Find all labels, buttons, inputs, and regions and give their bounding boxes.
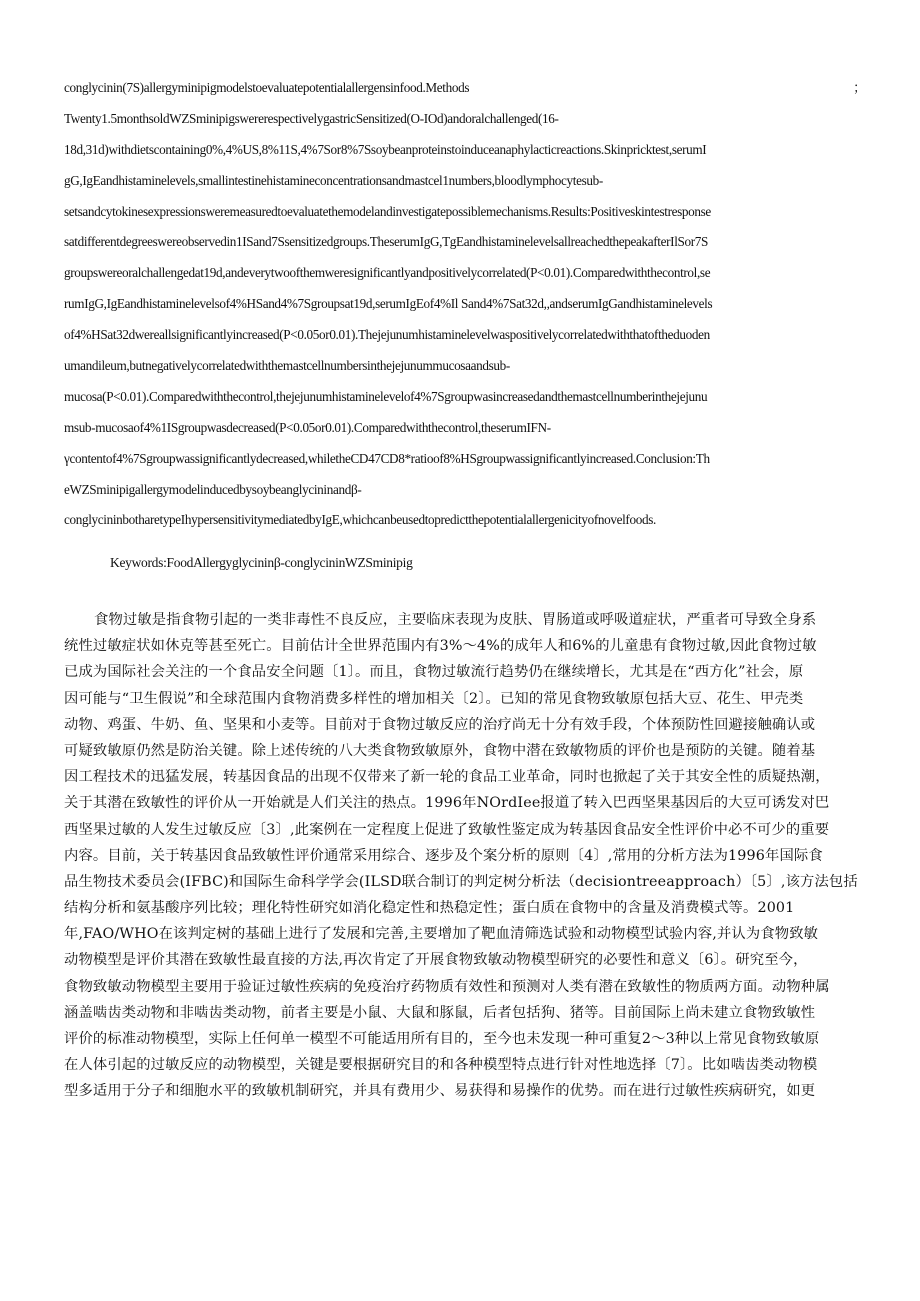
abstract-line: 18d,31d)withdietscontaining0%,4%US,8%11S,4%7Sor8%7Ssoybeanproteinstoinduceanaphylacticreactions.Skinpricktest,serumI xyxy=(64,141,707,157)
abstract-line: satdifferentdegreeswereobservedin1ISand7Ssensitizedgroups.TheserumIgG,TgEandhistaminelevelsallreachedthepeakafterIlSor7S xyxy=(64,234,709,250)
paragraph-line: 因可能与“卫生假说”和全球范围内食物消费多样性的增加相关〔2〕。已知的常见食物致敏原包括大豆、花生、甲壳类 xyxy=(64,690,804,707)
paragraph-line: 统性过敏症状如休克等甚至死亡。目前估计全世界范围内有3%～4%的成年人和6%的儿童患有食物过敏,因此食物过敏 xyxy=(64,638,817,655)
abstract-line: of4%HSat32dwereallsignificantlyincreased(P<0.05or0.01).Thejejunumhistaminelevelwaspositivelycorrelatedwiththatoftheduoden xyxy=(64,327,710,343)
keywords: Keywords:FoodAllergyglycininβ-conglycininWZSminipig xyxy=(110,555,413,570)
abstract-line: eWZSminipigallergymodelinducedbysoybeanglycininandβ- xyxy=(64,481,362,497)
paragraph-line: 西坚果过敏的人发生过敏反应〔3〕,此案例在一定程度上促进了致敏性鉴定成为转基因食品安全性评价中必不可少的重要 xyxy=(64,821,830,838)
paragraph-line: 内容。目前，关于转基因食品致敏性评价通常采用综合、逐步及个案分析的原则〔4〕,常用的分析方法为1996年国际食 xyxy=(64,847,823,864)
paragraph-line: 年,FAO/WHO在该判定树的基础上进行了发展和完善,主要增加了靶血清筛选试验和动物模型试验内容,并认为食物致敏 xyxy=(64,926,819,943)
abstract-line: γcontentof4%7Sgroupwassignificantlydecreased,whiletheCD47CD8*ratioof8%HSgroupwassignificantlyincreased.Conclusion:Th xyxy=(64,450,710,466)
abstract-line: conglycinin(7S)allergyminipigmodelstoevaluatepotentialallergensinfood.Methods ； xyxy=(64,73,876,104)
abstract-line: mucosa(P<0.01).Comparedwiththecontrol,thejejunumhistaminelevelof4%7Sgroupwasincreasedandthemastcellnumberinthejejunu xyxy=(64,388,708,404)
abstract-line: msub-mucosaof4%1ISgroupwasdecreased(P<0.05or0.01).Comparedwiththecontrol,theserumIFN- xyxy=(64,419,551,435)
paragraph-line: 动物模型是评价其潜在致敏性最直接的方法,再次肯定了开展食物致敏动物模型研究的必要性和意义〔6〕。研究至今， xyxy=(64,952,808,969)
paragraph-line: 食物过敏是指食物引起的一类非毒性不良反应，主要临床表现为皮肤、胃肠道或呼吸道症状，严重者可导致全身系 xyxy=(94,612,817,628)
paragraph-line: 涵盖啮齿类动物和非啮齿类动物，前者主要是小鼠、大鼠和豚鼠，后者包括狗、猪等。目前国际上尚未建立食物致敏性 xyxy=(64,1004,816,1021)
abstract-line: rumIgG,IgEandhistaminelevelsof4%HSand4%7Sgroupsat19d,serumIgEof4%Il Sand4%7Sat32d,,andserumIgGandhistaminelevels xyxy=(64,296,713,312)
paragraph-line: 评价的标准动物模型，实际上任何单一模型不可能适用所有目的，至今也未发现一种可重复2～3种以上常见食物致敏原 xyxy=(64,1031,820,1047)
abstract-line: Twenty1.5monthsoldWZSminipigswererespectivelygastricSensitized(O-IOd)andoralchallenged(16- xyxy=(64,110,559,126)
paragraph-line: 因工程技术的迅猛发展，转基因食品的出现不仅带来了新一轮的食品工业革命，同时也掀起了关于其安全性的质疑热潮， xyxy=(64,769,830,786)
paragraph-line: 可疑致敏原仍然是防治关键。除上述传统的八大类食物致敏原外，食物中潜在致敏物质的评价也是预防的关键。随着基 xyxy=(64,742,816,759)
paragraph-line: 食物致敏动物模型主要用于验证过敏性疾病的免疫治疗药物质有效性和预测对人类有潜在致敏性的物质两方面。动物种属 xyxy=(64,978,830,995)
abstract-line: umandileum,butnegativelycorrelatedwiththemastcellnumbersinthejejunummucosaandsub- xyxy=(64,358,510,374)
abstract-line: groupswereoralchallengedat19d,andeverytwoofthemweresignificantlyandpositivelycorrelated(P<0.01).Comparedwiththecontrol,se xyxy=(64,265,711,281)
abstract-line: gG,IgEandhistaminelevels,smallintestinehistamineconcentrationsandmastcel1numbers,bloodlymphocytesub- xyxy=(64,172,603,188)
paragraph-line: 动物、鸡蛋、牛奶、鱼、坚果和小麦等。目前对于食物过敏反应的治疗尚无十分有效手段，个体预防性回避接触确认或 xyxy=(64,716,816,733)
paragraph-line: 关于其潜在致敏性的评价从一开始就是人们关注的热点。1996年NOrdIee报道了转入巴西坚果基因后的大豆可诱发对巴 xyxy=(64,795,830,812)
body-chinese-paragraph xyxy=(64,607,876,1105)
abstract-colon: ； xyxy=(853,80,866,95)
paragraph-line: 在人体引起的过敏反应的动物模型，关键是要根据研究目的和各种模型特点进行针对性地选择〔7〕。比如啮齿类动物模 xyxy=(64,1057,818,1074)
paragraph-line: 已成为国际社会关注的一个食品安全问题〔1〕。而且，食物过敏流行趋势仍在继续增长，尤其是在“西方化”社会，原 xyxy=(64,664,804,681)
abstract-english xyxy=(64,73,876,536)
paragraph-line: 型多适用于分子和细胞水平的致敏机制研究，并具有费用少、易获得和易操作的优势。而在进行过敏性疾病研究，如更 xyxy=(64,1083,816,1100)
paragraph-line: 品生物技术委员会(IFBC)和国际生命科学学会(ILSD联合制订的判定树分析法（decisiontreeapproach）〔5〕,该方法包括 xyxy=(64,873,858,890)
abstract-line: conglycininbotharetypeIhypersensitivitymediatedbyIgE,whichcanbeusedtopredictthepotentialallergenicityofnovelfoods. xyxy=(64,512,656,528)
abstract-line: setsandcytokinesexpressionsweremeasuredtoevaluatethemodelandinvestigatepossiblemechanisms.Results:Positiveskintestresponse xyxy=(64,203,711,219)
paragraph-line: 结构分析和氨基酸序列比较；理化特性研究如消化稳定性和热稳定性；蛋白质在食物中的含量及消费模式等。2001 xyxy=(64,900,795,917)
